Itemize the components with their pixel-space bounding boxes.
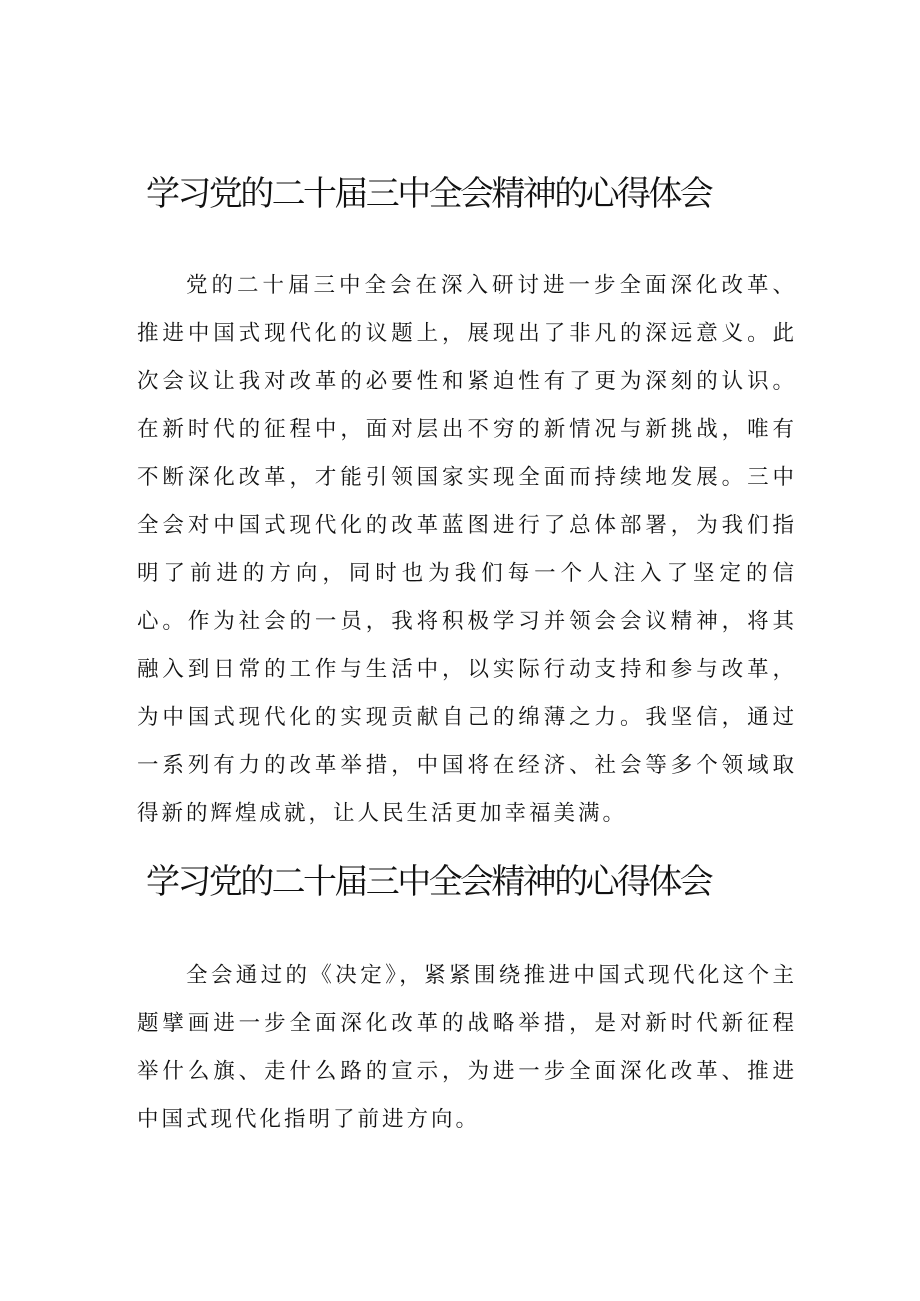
section-2-paragraph: 全会通过的《决定》，紧紧围绕推进中国式现代化这个主题擘画进一步全面深化改革的战略举措，是对新时代新征程举什么旗、走什么路的宣示，为进一步全面深化改革、推进中国式现代化指明了前进方向。 — [137, 963, 797, 1132]
section-1-paragraph: 党的二十届三中全会在深入研讨进一步全面深化改革、推进中国式现代化的议题上，展现出了非凡的深远意义。此次会议让我对改革的必要性和紧迫性有了更为深刻的认识。在新时代的征程中，面对层出不穷的新情况与新挑战，唯有不断深化改革，才能引领国家实现全面而持续地发展。三中全会对中国式现代化的改革蓝图进行了总体部署，为我们指明了前进的方向，同时也为我们每一个人注入了坚定的信心。作为社会的一员，我将积极学习并领会会议精神，将其融入到日常的工作与生活中，以实际行动支持和参与改革，为中国式现代化的实现贡献自己的绵薄之力。我坚信，通过一系列有力的改革举措，中国将在经济、社会等多个领域取得新的辉煌成就，让人民生活更加幸福美满。 — [137, 273, 797, 826]
section-2-title: 学习党的二十届三中全会精神的心得体会 — [146, 862, 712, 902]
section-1-title: 学习党的二十届三中全会精神的心得体会 — [146, 174, 712, 214]
